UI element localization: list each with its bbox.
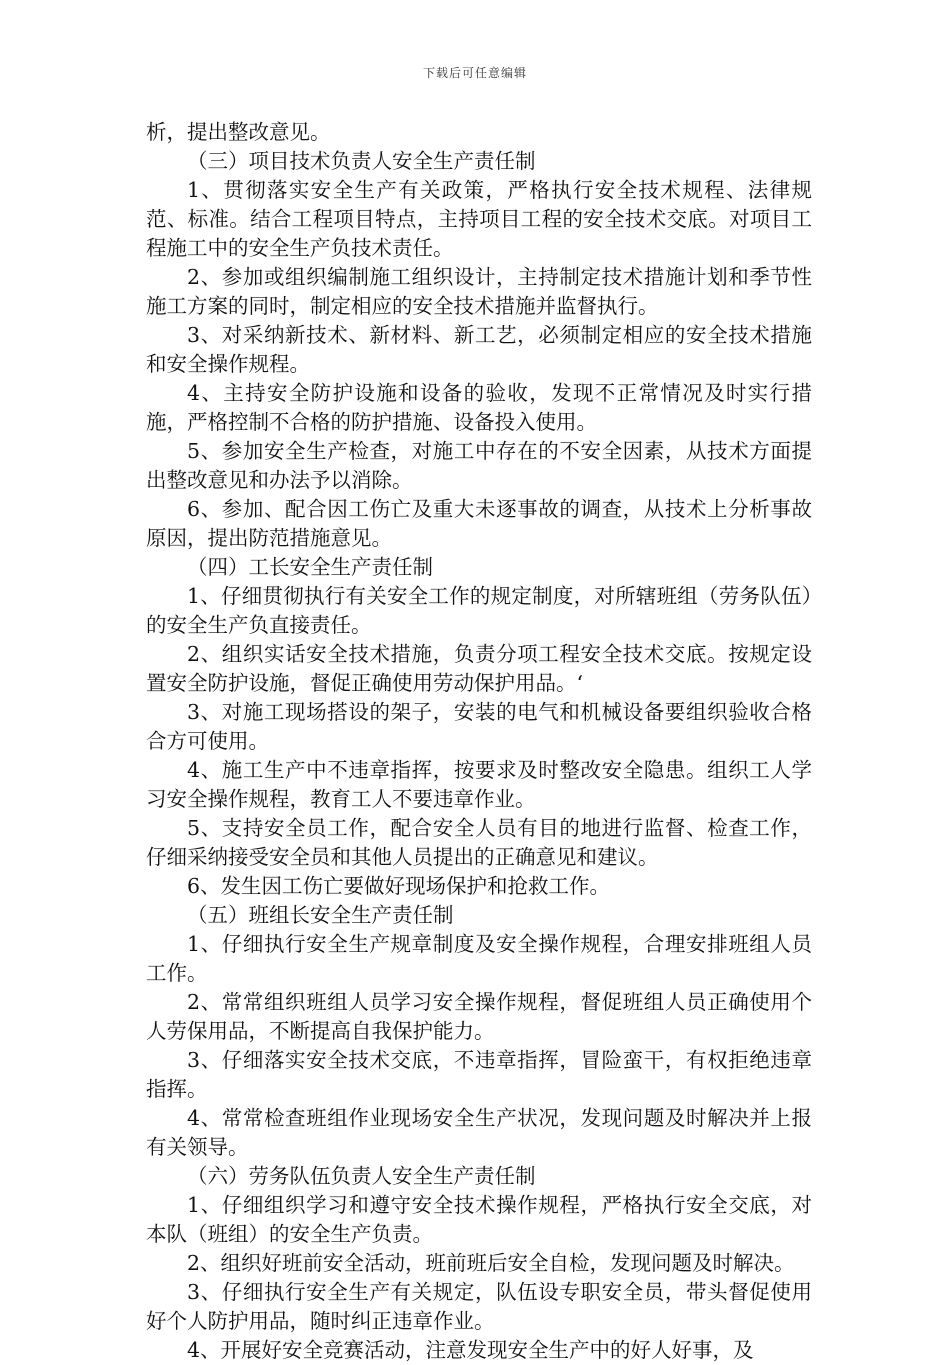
section-heading-3: （三）项目技术负责人安全生产责任制	[187, 149, 536, 173]
list-item: 1、贯彻落实安全生产有关政策，严格执行安全技术规程、法律规范、标准。结合工程项目特点，主持项目工程的安全技术交底。对项目工程施工中的安全生产负技术责任。	[146, 178, 812, 260]
list-item: 5、参加安全生产检查，对施工中存在的不安全因素，从技术方面提出整改意见和办法予以消除。	[146, 439, 812, 492]
list-item: 2、参加或组织编制施工组织设计，主持制定技术措施计划和季节性施工方案的同时，制定相应的安全技术措施并监督执行。	[146, 265, 812, 318]
list-item: 6、发生因工伤亡要做好现场保护和抢救工作。	[187, 874, 611, 898]
list-item: 2、常常组织班组人员学习安全操作规程，督促班组人员正确使用个人劳保用品，不断提高自我保护能力。	[146, 990, 812, 1043]
list-item: 3、对采纳新技术、新材料、新工艺，必须制定相应的安全技术措施和安全操作规程。	[146, 323, 812, 376]
document-body	[146, 118, 812, 1365]
section-heading-4: （四）工长安全生产责任制	[187, 555, 433, 579]
page-header-note: 下载后可任意编辑	[422, 66, 527, 80]
list-item: 1、仔细组织学习和遵守安全技术操作规程，严格执行安全交底，对本队（班组）的安全生产负责。	[146, 1193, 812, 1246]
list-item: 2、组织好班前安全活动，班前班后安全自检，发现问题及时解决。	[187, 1251, 795, 1275]
paragraph-continuation: 析，提出整改意见。	[146, 120, 331, 144]
list-item: 2、组织实话安全技术措施，负责分项工程安全技术交底。按规定设置安全防护设施，督促正确使用劳动保护用品。‘	[146, 642, 812, 695]
list-item: 4、常常检查班组作业现场安全生产状况，发现问题及时解决并上报有关领导。	[146, 1106, 812, 1159]
section-heading-5: （五）班组长安全生产责任制	[187, 903, 454, 927]
list-item: 3、对施工现场搭设的架子，安装的电气和机械设备要组织验收合格合方可使用。	[146, 700, 812, 753]
list-item: 4、开展好安全竞赛活动，注意发现安全生产中的好人好事，及	[187, 1338, 754, 1362]
list-item: 4、主持安全防护设施和设备的验收，发现不正常情况及时实行措施，严格控制不合格的防护措施、设备投入使用。	[146, 381, 812, 434]
list-item: 5、支持安全员工作，配合安全人员有目的地进行监督、检查工作，仔细采纳接受安全员和其他人员提出的正确意见和建议。	[146, 816, 812, 869]
list-item: 1、仔细执行安全生产规章制度及安全操作规程，合理安排班组人员工作。	[146, 932, 812, 985]
list-item: 3、仔细执行安全生产有关规定，队伍设专职安全员，带头督促使用好个人防护用品，随时纠正违章作业。	[146, 1280, 812, 1333]
list-item: 1、仔细贯彻执行有关安全工作的规定制度，对所辖班组（劳务队伍）的安全生产负直接责任。	[146, 584, 812, 637]
list-item: 6、参加、配合因工伤亡及重大未逐事故的调查，从技术上分析事故原因，提出防范措施意见。	[146, 497, 812, 550]
list-item: 3、仔细落实安全技术交底，不违章指挥，冒险蛮干，有权拒绝违章指挥。	[146, 1048, 812, 1101]
list-item: 4、施工生产中不违章指挥，按要求及时整改安全隐患。组织工人学习安全操作规程，教育工人不要违章作业。	[146, 758, 812, 811]
section-heading-6: （六）劳务队伍负责人安全生产责任制	[187, 1164, 536, 1188]
